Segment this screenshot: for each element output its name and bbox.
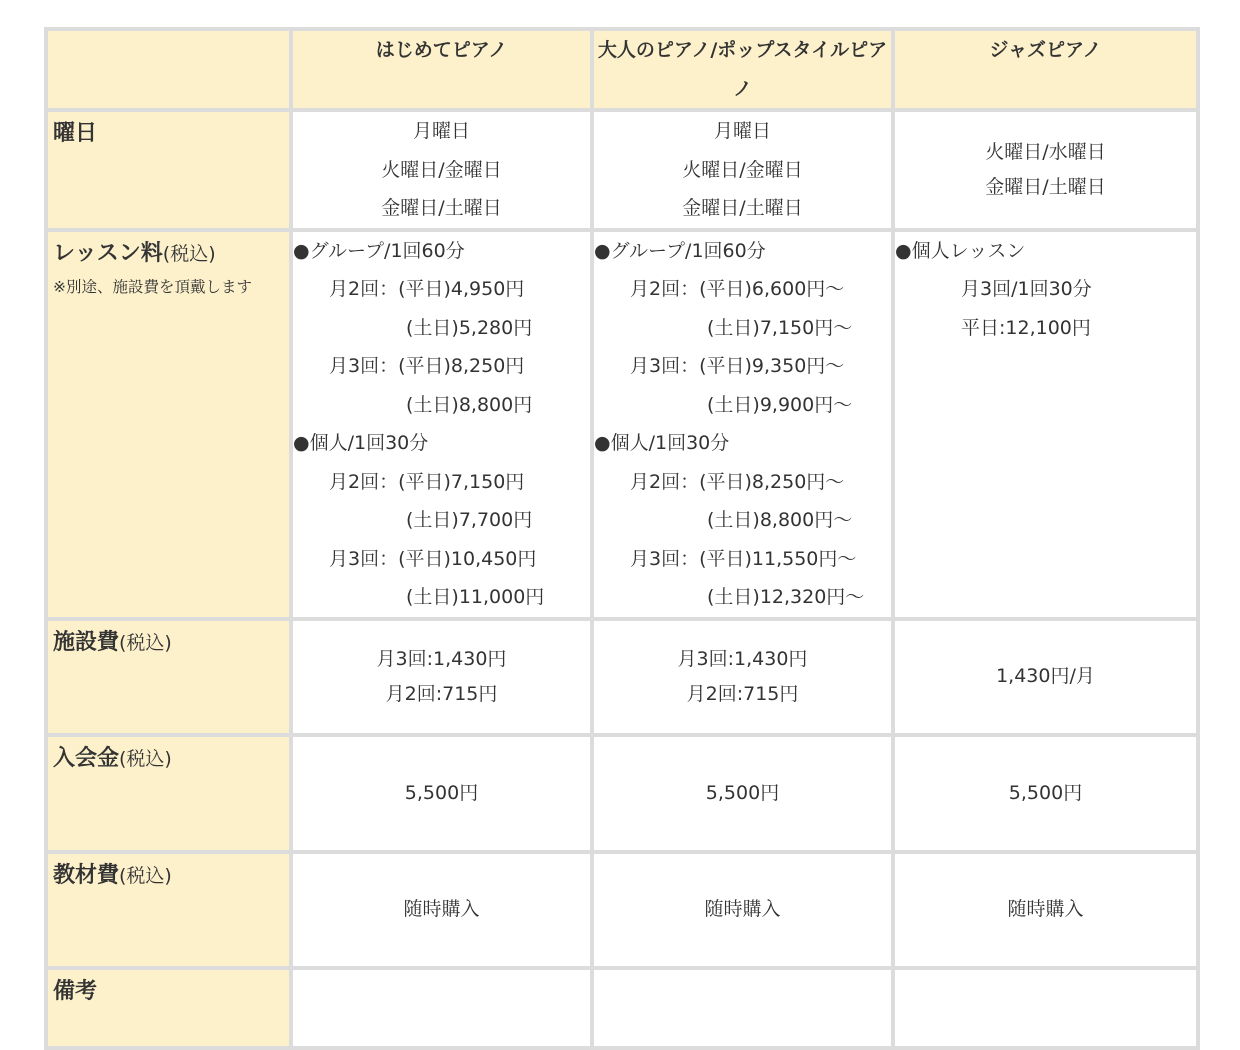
day-line: 火曜日/水曜日 (985, 140, 1106, 163)
lesson-fee-cell-beginner (291, 230, 592, 619)
materials-cell-beginner: 随時購入 (291, 852, 592, 968)
facility-line: 月2回:715円 (385, 682, 498, 705)
group-title: ●グループ/1回60分 (293, 239, 465, 262)
tax-included-label: (税込) (119, 747, 172, 770)
column-header-jazz-piano: ジャズピアノ (893, 29, 1198, 110)
fee-line: 月2回：(平日)7,150円 (329, 470, 525, 493)
day-line: 火曜日/金曜日 (381, 158, 502, 181)
tax-included-label: (税込) (119, 864, 172, 887)
fee-line: (土日)8,800円～ (707, 509, 853, 531)
fee-line: (土日)8,800円 (406, 393, 533, 416)
lesson-fee-cell-adult (592, 230, 893, 619)
header-row (46, 29, 1198, 110)
materials-cell-adult: 随時購入 (592, 852, 893, 968)
fee-line: 月3回：(平日)11,550円～ (630, 547, 857, 570)
facility-line: 月3回:1,430円 (376, 647, 507, 670)
days-cell-jazz (893, 110, 1198, 230)
row-header-admission (46, 735, 291, 852)
facility-line: 月3回:1,430円 (677, 647, 808, 670)
private-lesson-title: ●個人レッスン (895, 239, 1026, 262)
day-line: 月曜日 (713, 120, 771, 142)
lesson-fee-row (46, 230, 1198, 619)
row-label-materials: 教材費 (53, 862, 120, 888)
column-header-beginner-piano: はじめてピアノ (291, 29, 592, 110)
materials-row (46, 852, 1198, 968)
fee-line: 月2回：(平日)4,950円 (329, 278, 525, 300)
facility-fee-note: ※別途、施設費を頂戴します (53, 278, 252, 296)
row-label-days: 曜日 (53, 121, 98, 146)
lesson-price-table (44, 27, 1200, 1050)
tax-included-label: (税込) (162, 242, 216, 265)
day-line: 金曜日/土曜日 (985, 175, 1106, 198)
group-title: ●グループ/1回60分 (594, 239, 766, 262)
day-line: 金曜日/土曜日 (682, 197, 803, 219)
private-title: ●個人/1回30分 (594, 432, 730, 454)
row-header-materials (46, 852, 291, 968)
row-label-remarks: 備考 (53, 978, 98, 1004)
admission-row (46, 735, 1198, 852)
fee-line: (土日)7,700円 (406, 509, 533, 531)
column-header-adult-pop-piano: 大人のピアノ/ポップスタイルピアノ (592, 29, 893, 110)
day-line: 火曜日/金曜日 (682, 158, 803, 181)
days-cell-beginner (291, 110, 592, 230)
fee-line: 月3回/1回30分 (961, 278, 1092, 300)
remarks-cell-adult (592, 968, 893, 1048)
corner-cell (46, 29, 291, 110)
facility-cell-beginner (291, 619, 592, 735)
fee-line: 月3回：(平日)9,350円～ (630, 355, 845, 377)
fee-line: (土日)11,000円 (406, 586, 545, 608)
fee-line: (土日)5,280円 (406, 316, 533, 339)
fee-line: 月2回：(平日)8,250円～ (630, 470, 845, 493)
materials-cell-jazz: 随時購入 (893, 852, 1198, 968)
facility-line: 1,430円/月 (996, 665, 1095, 688)
row-label-lesson-fee: レッスン料 (53, 240, 163, 266)
row-label-facility: 施設費 (53, 629, 120, 655)
fee-line: (土日)7,150円～ (707, 316, 853, 339)
facility-cell-jazz (893, 619, 1198, 735)
row-header-lesson-fee (46, 230, 291, 619)
lesson-fee-cell-jazz (893, 230, 1198, 619)
days-row (46, 110, 1198, 230)
fee-line: 月2回：(平日)6,600円～ (630, 278, 845, 300)
row-header-days (46, 110, 291, 230)
remarks-row (46, 968, 1198, 1048)
admission-cell-jazz: 5,500円 (893, 735, 1198, 852)
row-label-admission: 入会金 (53, 745, 120, 771)
fee-line: (土日)12,320円～ (707, 586, 865, 608)
admission-cell-beginner: 5,500円 (291, 735, 592, 852)
row-header-facility (46, 619, 291, 735)
day-line: 月曜日 (412, 120, 470, 142)
facility-row (46, 619, 1198, 735)
days-cell-adult (592, 110, 893, 230)
row-header-remarks (46, 968, 291, 1048)
fee-line: (土日)9,900円～ (707, 393, 853, 416)
admission-cell-adult: 5,500円 (592, 735, 893, 852)
remarks-cell-jazz (893, 968, 1198, 1048)
tax-included-label: (税込) (119, 631, 172, 654)
remarks-cell-beginner (291, 968, 592, 1048)
fee-line: 平日:12,100円 (961, 316, 1091, 339)
facility-cell-adult (592, 619, 893, 735)
day-line: 金曜日/土曜日 (381, 197, 502, 219)
fee-line: 月3回：(平日)10,450円 (329, 547, 537, 570)
fee-line: 月3回：(平日)8,250円 (329, 355, 525, 377)
facility-line: 月2回:715円 (686, 682, 799, 705)
private-title: ●個人/1回30分 (293, 432, 429, 454)
